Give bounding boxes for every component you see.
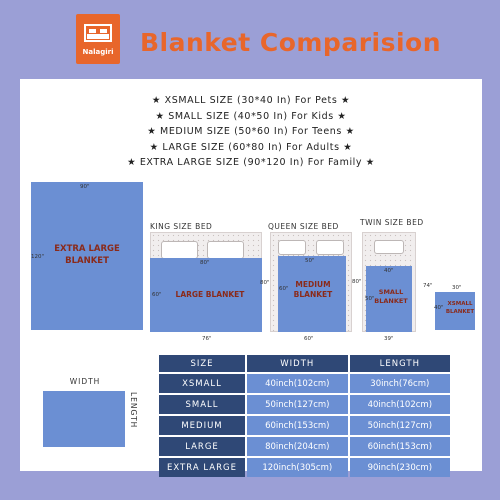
twin-bed-title: TWIN SIZE BED	[360, 218, 424, 227]
twin-bed-height-dim: 80"	[352, 279, 362, 285]
size-description-list	[20, 93, 482, 171]
xsmall-height-dim: 40"	[434, 305, 444, 311]
brand-logo	[76, 14, 120, 64]
cell-size: XSMALL	[159, 374, 245, 393]
table-row	[159, 395, 450, 414]
size-table	[157, 353, 452, 479]
large-blanket-label: LARGE BLANKET	[175, 290, 245, 299]
header-size: SIZE	[159, 355, 245, 372]
cell-size: LARGE	[159, 437, 245, 456]
length-guide-label: LENGTH	[129, 392, 138, 429]
small-blanket-label: SMALL BLANKET	[374, 288, 408, 305]
king-bed-width-dim: 76"	[202, 336, 212, 342]
queen-blanket-width-dim: 50"	[305, 258, 315, 264]
size-line-medium: ★ MEDIUM SIZE (50*60 In) For Teens ★	[147, 126, 355, 137]
cell-width: 40inch(102cm)	[247, 374, 348, 393]
table-header-row	[159, 355, 450, 372]
size-line-small: ★ SMALL SIZE (40*50 In) For Kids ★	[155, 110, 347, 122]
size-line-extra-large: ★ EXTRA LARGE SIZE (90*120 In) For Family ★	[127, 157, 375, 168]
xsmall-blanket-label: XSMALL BLANKET	[445, 301, 475, 315]
twin-blanket-width-dim: 40"	[384, 268, 394, 274]
pillow	[278, 240, 306, 255]
cell-width: 50inch(127cm)	[247, 395, 348, 414]
bed-icon	[84, 23, 112, 43]
queen-bed-width-dim: 60"	[304, 336, 314, 342]
page-title: Blanket Comparision	[140, 28, 442, 57]
cell-width: 120inch(305cm)	[247, 458, 348, 477]
cell-width: 80inch(204cm)	[247, 437, 348, 456]
xl-height-dim: 120"	[31, 254, 45, 260]
size-line-xsmall: ★ XSMALL SIZE (30*40 In) For Pets ★	[151, 95, 351, 106]
king-blanket-height-dim: 60"	[152, 292, 162, 298]
extra-large-blanket-label: EXTRA LARGE BLANKET	[54, 244, 120, 266]
cell-width: 60inch(153cm)	[247, 416, 348, 435]
cell-size: MEDIUM	[159, 416, 245, 435]
cell-length: 30inch(76cm)	[350, 374, 450, 393]
table-row	[159, 458, 450, 477]
table-row	[159, 416, 450, 435]
brand-name: Nalagiri	[82, 48, 114, 56]
header-width: WIDTH	[247, 355, 348, 372]
header-length: LENGTH	[350, 355, 450, 372]
queen-blanket-height-dim: 60"	[279, 286, 289, 292]
twin-blanket-height-dim: 50"	[365, 296, 375, 302]
table-row	[159, 437, 450, 456]
dimension-guide-rect	[43, 391, 125, 447]
cell-length: 60inch(153cm)	[350, 437, 450, 456]
xsmall-side-height-dim: 74"	[423, 283, 433, 289]
pillow	[161, 241, 198, 259]
king-blanket-width-dim: 80"	[200, 260, 210, 266]
xl-width-dim: 90"	[80, 184, 90, 190]
medium-blanket-label: MEDIUM BLANKET	[293, 280, 333, 299]
size-line-large: ★ LARGE SIZE (60*80 In) For Adults ★	[149, 141, 353, 153]
xsmall-width-dim: 30"	[452, 285, 462, 291]
pillow	[207, 241, 244, 259]
cell-length: 40inch(102cm)	[350, 395, 450, 414]
cell-length: 90inch(230cm)	[350, 458, 450, 477]
pillow	[374, 240, 404, 254]
twin-bed-width-dim: 39"	[384, 336, 394, 342]
width-guide-label: WIDTH	[69, 377, 101, 386]
queen-bed-height-dim: 80"	[260, 280, 270, 286]
cell-length: 50inch(127cm)	[350, 416, 450, 435]
queen-bed-title: QUEEN SIZE BED	[268, 222, 339, 231]
cell-size: SMALL	[159, 395, 245, 414]
pillow	[316, 240, 344, 255]
king-bed-title: KING SIZE BED	[150, 222, 213, 231]
cell-size: EXTRA LARGE	[159, 458, 245, 477]
table-row	[159, 374, 450, 393]
